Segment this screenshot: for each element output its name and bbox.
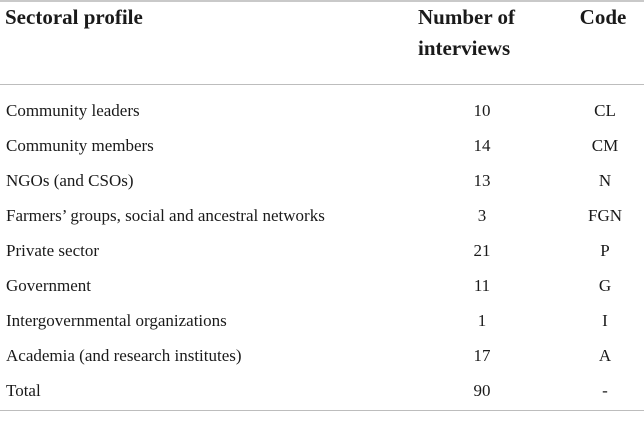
row-sector: Private sector [6,241,99,260]
row-code: - [602,381,608,400]
row-code: I [602,311,608,330]
table-row [0,233,644,268]
row-number: 1 [477,311,487,330]
table-row-total [0,373,644,408]
row-sector: NGOs (and CSOs) [6,171,134,190]
row-number: 11 [473,276,491,295]
row-code: A [598,346,612,365]
table-row [0,268,644,303]
row-sector: Farmers’ groups, social and ancestral networks [6,206,325,225]
row-code: P [600,241,610,260]
row-sector: Community members [6,136,154,155]
row-number: 17 [473,346,491,365]
header-number-of-interviews [418,2,534,64]
row-number: 13 [473,171,491,190]
row-number: 90 [473,381,491,400]
row-sector: Intergovernmental organizations [6,311,227,330]
row-code: N [598,171,612,190]
row-sector: Total [6,381,41,400]
row-number: 21 [473,241,491,260]
header-sectoral-profile: Sectoral profile [5,5,143,29]
header-rule [0,84,644,85]
table-row [0,163,644,198]
row-code: CM [591,136,619,155]
row-code: G [598,276,612,295]
header-number-line2: interviews [418,36,511,60]
row-number: 3 [477,206,487,225]
table-row [0,338,644,373]
row-sector: Academia (and research institutes) [6,346,242,365]
table-row [0,128,644,163]
table-row [0,93,644,128]
row-code: CL [594,101,616,120]
table-bottom-rule [0,410,644,411]
header-number-line1: Number of [418,5,516,29]
row-number: 14 [473,136,491,155]
row-code: FGN [587,206,622,225]
row-number: 10 [473,101,491,120]
row-sector: Government [6,276,91,295]
row-sector: Community leaders [6,101,140,120]
table-row [0,303,644,338]
header-code: Code [579,5,627,29]
table-row [0,198,644,233]
